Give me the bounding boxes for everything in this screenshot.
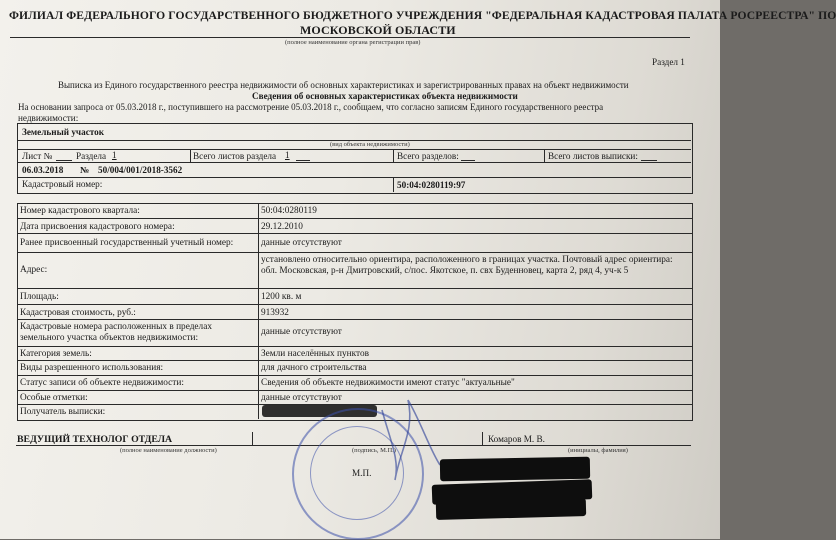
row-value: 913932 bbox=[261, 308, 289, 318]
sheet-divider-3 bbox=[544, 149, 545, 162]
org-caption: (полное наименование органа регистрации прав) bbox=[285, 39, 421, 46]
org-name-line1: ФИЛИАЛ ФЕДЕРАЛЬНОГО ГОСУДАРСТВЕННОГО БЮДЖЕТНОГО УЧРЕЖДЕНИЯ "ФЕДЕРАЛЬНАЯ КАДАСТРОВАЯ ПАЛАТА РОСРЕЕСТРА" ПО bbox=[9, 9, 836, 22]
object-sheet-rule bbox=[18, 149, 691, 150]
signer-position: ВЕДУЩИЙ ТЕХНОЛОГ ОТДЕЛА bbox=[17, 434, 173, 445]
table-row bbox=[17, 233, 692, 253]
signer-divider-2 bbox=[482, 432, 483, 446]
table-row bbox=[17, 203, 692, 218]
org-underline bbox=[10, 37, 690, 38]
sheet-divider-2 bbox=[393, 149, 394, 162]
total-sections-blank bbox=[461, 160, 475, 161]
row-key: Ранее присвоенный государственный учетный номер: bbox=[20, 238, 234, 248]
row-key: Номер кадастрового квартала: bbox=[20, 206, 140, 216]
row-value: 29.12.2010 bbox=[261, 222, 303, 232]
total-sheets-blank bbox=[296, 160, 310, 161]
row-value: установлено относительно ориентира, расположенного в границах участка. Почтовый адрес ориентира: обл. Московская, р-н Дмитровский, с/пос. Якотское, п. свх Буденновец, карта 2, ряд 4, уч-к 5 bbox=[261, 255, 673, 276]
row-key: Виды разрешенного использования: bbox=[20, 363, 164, 373]
sheet-blank bbox=[56, 160, 72, 161]
org-name-line2: МОСКОВСКОЙ ОБЛАСТИ bbox=[300, 23, 456, 37]
total-sheets-extract-blank bbox=[641, 160, 657, 161]
signer-divider-1 bbox=[252, 432, 253, 446]
row-key: Дата присвоения кадастрового номера: bbox=[20, 222, 175, 232]
extract-subtitle: Сведения об основных характеристиках объекта недвижимости bbox=[252, 91, 518, 101]
redaction-1 bbox=[440, 457, 590, 482]
signer-name: Комаров М. В. bbox=[488, 434, 545, 444]
row-key: Кадастровые номера расположенных в пределах земельного участка объектов недвижимости: bbox=[20, 322, 212, 343]
row-value: данные отсутствуют bbox=[261, 238, 342, 248]
mp-label: М.П. bbox=[352, 468, 372, 478]
row-value: данные отсутствуют bbox=[261, 393, 342, 403]
row-key: Особые отметки: bbox=[20, 393, 88, 403]
table-row bbox=[17, 375, 692, 391]
name-caption: (инициалы, фамилия) bbox=[568, 447, 628, 454]
object-type: Земельный участок bbox=[22, 127, 105, 137]
signature-scribble bbox=[360, 380, 450, 490]
row-key: Получатель выписки: bbox=[20, 407, 106, 417]
row-key: Категория земель: bbox=[20, 349, 92, 359]
section-no-label: Раздела bbox=[76, 151, 107, 161]
row-value: Земли населённых пунктов bbox=[261, 349, 369, 359]
cadastral-rule bbox=[18, 177, 691, 178]
object-type-caption: (вид объекта недвижимости) bbox=[330, 141, 410, 148]
cadastral-label: Кадастровый номер: bbox=[22, 179, 103, 189]
total-sections-label: Всего разделов: bbox=[397, 151, 459, 161]
signature-caption: (подпись, М.П.) bbox=[352, 447, 396, 454]
row-value: 1200 кв. м bbox=[261, 292, 302, 302]
row-value: Сведения об объекте недвижимости имеют статус "актуальные" bbox=[261, 378, 515, 388]
row-key: Площадь: bbox=[20, 292, 59, 302]
date-rule bbox=[18, 162, 691, 163]
table-row bbox=[17, 360, 692, 376]
sheet-label: Лист № bbox=[22, 151, 53, 161]
row-value: для дачного строительства bbox=[261, 363, 367, 373]
table-row bbox=[17, 288, 692, 305]
section-label: Раздел 1 bbox=[652, 57, 685, 67]
row-key: Статус записи об объекте недвижимости: bbox=[20, 378, 184, 388]
table-row bbox=[17, 252, 692, 289]
total-sheets-section-label: Всего листов раздела bbox=[193, 151, 277, 161]
basis-line1: На основании запроса от 05.03.2018 г., поступившего на рассмотрение 05.03.2018 г., сообщаем, что согласно записям Единого государственного реестра bbox=[18, 102, 604, 112]
row-key: Адрес: bbox=[20, 265, 48, 275]
cadastral-divider bbox=[393, 177, 394, 192]
row-value: данные отсутствуют bbox=[261, 327, 342, 337]
section-no-value: 1 bbox=[112, 150, 117, 160]
extract-no-sign: № bbox=[80, 165, 90, 175]
extract-title: Выписка из Единого государственного реестра недвижимости об основных характеристиках и зарегистрированных правах на объект недвижимости bbox=[58, 80, 629, 90]
sheet-divider-1 bbox=[190, 149, 191, 162]
basis-line2: недвижимости: bbox=[18, 113, 79, 123]
extract-reg-number: 50/004/001/2018-3562 bbox=[98, 165, 183, 175]
table-row bbox=[17, 346, 692, 361]
cadastral-number: 50:04:0280119:97 bbox=[397, 180, 466, 190]
extract-date: 06.03.2018 bbox=[22, 165, 64, 175]
total-sheets-section-value: 1 bbox=[285, 150, 290, 160]
table-row bbox=[17, 390, 692, 405]
total-sheets-extract-label: Всего листов выписки: bbox=[548, 151, 638, 161]
position-caption: (полное наименование должности) bbox=[120, 447, 217, 454]
row-key: Кадастровая стоимость, руб.: bbox=[20, 308, 136, 318]
table-row bbox=[17, 319, 692, 347]
redaction-3 bbox=[436, 498, 586, 520]
row-value: 50:04:0280119 bbox=[261, 206, 317, 216]
table-row bbox=[17, 304, 692, 320]
table-row bbox=[17, 218, 692, 234]
